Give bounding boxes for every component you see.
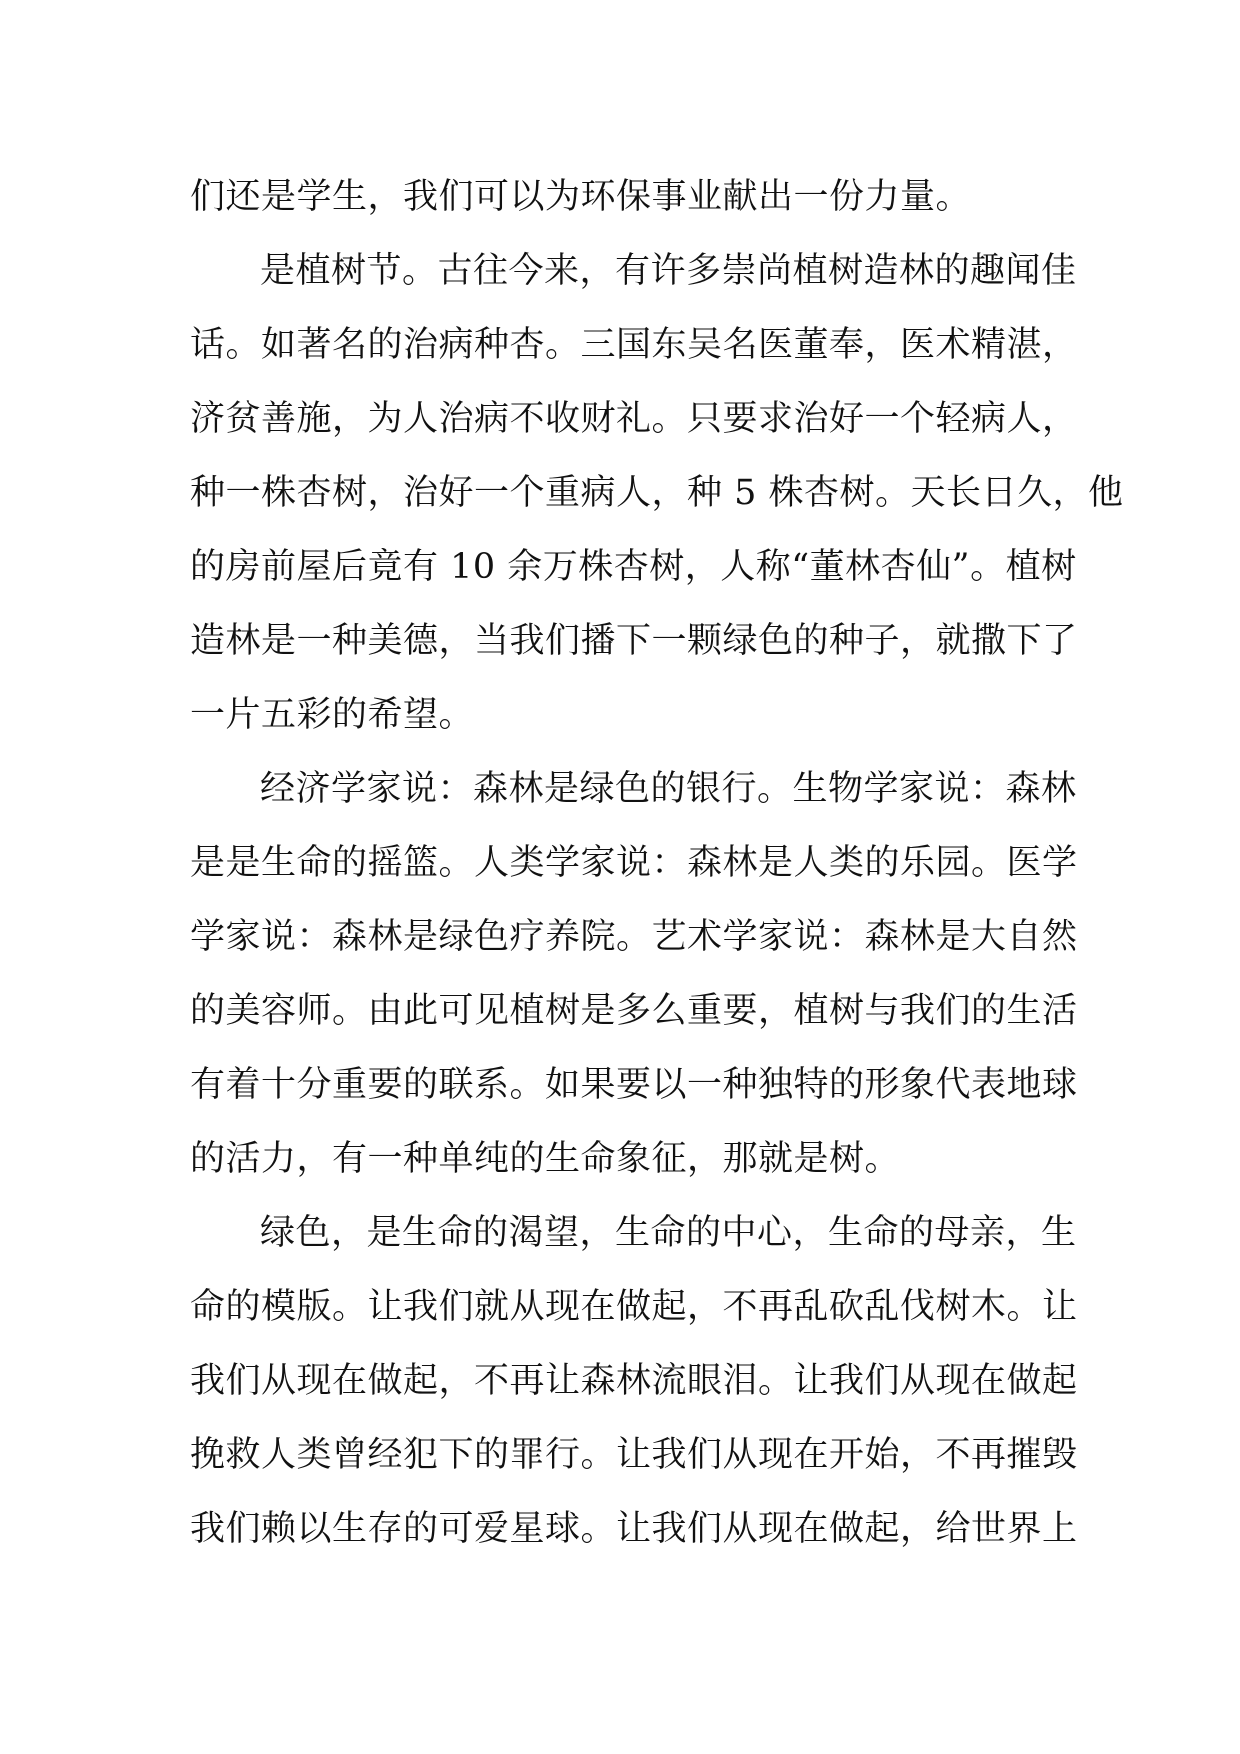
- text-line: 经济学家说：森林是绿色的银行。生物学家说：森林: [260, 769, 1077, 809]
- text-line: 一片五彩的希望。: [190, 695, 475, 735]
- text-line: 挽救人类曾经犯下的罪行。让我们从现在开始，不再摧毁: [190, 1435, 1078, 1475]
- text-line: 造林是一种美德，当我们播下一颗绿色的种子，就撒下了: [190, 621, 1078, 661]
- text-line: 的活力，有一种单纯的生命象征，那就是树。: [190, 1139, 901, 1179]
- text-line: 我们赖以生存的可爱星球。让我们从现在做起，给世界上: [190, 1509, 1078, 1549]
- text-line: 济贫善施，为人治病不收财礼。只要求治好一个轻病人，: [190, 399, 1078, 439]
- paragraph-2: [190, 234, 1124, 752]
- text-line: 绿色，是生命的渴望，生命的中心，生命的母亲，生: [260, 1213, 1077, 1253]
- text-line: 种一株杏树，治好一个重病人，种 5 株杏树。天长日久，他: [190, 473, 1124, 513]
- paragraph-3: [190, 752, 1078, 1196]
- text-line: 我们从现在做起，不再让森林流眼泪。让我们从现在做起: [190, 1361, 1078, 1401]
- text-line: 有着十分重要的联系。如果要以一种独特的形象代表地球: [190, 1065, 1078, 1105]
- document-body: [190, 160, 1124, 1566]
- paragraph-4: [190, 1196, 1078, 1566]
- text-line: 的美容师。由此可见植树是多么重要，植树与我们的生活: [190, 991, 1078, 1031]
- text-line: 命的模版。让我们就从现在做起，不再乱砍乱伐树木。让: [190, 1287, 1078, 1327]
- text-line: 学家说：森林是绿色疗养院。艺术学家说：森林是大自然: [190, 917, 1078, 957]
- text-line: 是是生命的摇篮。人类学家说：森林是人类的乐园。医学: [190, 843, 1078, 883]
- text-line: 是植树节。古往今来，有许多崇尚植树造林的趣闻佳: [260, 251, 1077, 291]
- text-line: 的房前屋后竟有 10 余万株杏树，人称“董林杏仙”。植树: [190, 547, 1077, 587]
- text-line: 们还是学生，我们可以为环保事业献出一份力量。: [190, 177, 972, 217]
- paragraph-1: [190, 160, 1060, 234]
- text-line: 话。如著名的治病种杏。三国东吴名医董奉，医术精湛，: [190, 325, 1078, 365]
